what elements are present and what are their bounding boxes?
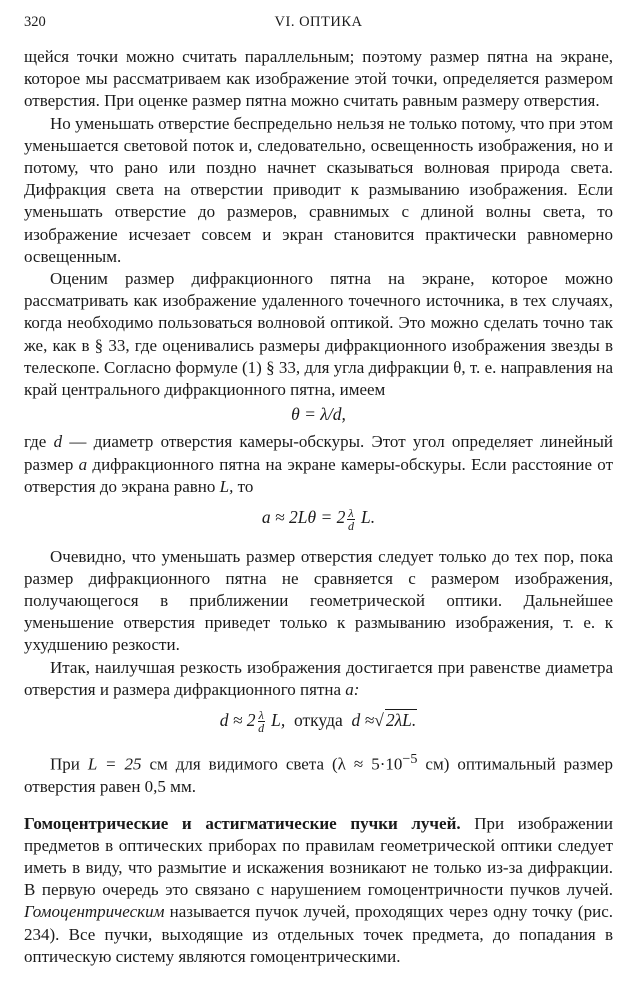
- fraction: $\frac{\lambda}{d}$: [258, 708, 265, 736]
- paragraph-5: Очевидно, что уменьшать размер отверстия следует только до тех пор, пока размер дифракционного пятна не сравняется с размером изображения, получающегося в приближении геометрической оптики. Дальнейшее уменьшение отверстия приведет только к размыванию изображения, т. е. к ухудшению резкости.: [24, 546, 613, 655]
- formula-theta: θ = λ/d,: [291, 404, 346, 425]
- paragraph-6: Итак, наилучшая резкость изображения достигается при равенстве диаметра отверстия и размера дифракционного пятна a:: [24, 657, 613, 699]
- fraction: $\frac{\lambda}{d}$: [348, 505, 354, 533]
- formula-optimal-diameter: d ≈ 2 $\frac{\lambda}{d}$ L, откуда d ≈√ 2λL.: [219, 708, 417, 736]
- paragraph-1: щейся точки можно считать параллельным; поэтому размер пятна на экране, которое мы рассматриваем как изображение этой точки, определяется размером отверстия. При оценке размер пятна можно считать равным размеру отверстия.: [24, 47, 613, 111]
- paragraph-7: При L = 25 см для видимого света ($\lambda \approx 5\cdot 10^{-5}$ см) оптимальный размер отверстия равен 0,5 мм.: [24, 751, 613, 797]
- paragraph-4: где d — диаметр отверстия камеры-обскуры. Этот угол определяет линейный размер a дифракционного пятна на экране камеры-обскуры. Если расстояние от отверстия до экрана равно L, то: [24, 432, 614, 496]
- paragraph-2: Но уменьшать отверстие беспредельно нельзя не только потому, что при этом уменьшается световой поток и, следовательно, освещенность изображения, но и потому, что рано или поздно начнет сказываться волновая природа света. Дифракция света на отверстии приводит к размыванию изображения. Если уменьшать отверстие до размеров, сравнимых с длиной волны света, то изображение исчезает совсем и экран становится практически равномерно освещенным.: [24, 113, 613, 266]
- paragraph-8: Гомоцентрические и астигматические пучки лучей. При изображении предметов в оптических приборах по правилам геометрической оптики следует иметь в виду, что размытие и искажения возникают не только из-за дифракции. В первую очередь это связано с нарушением гомоцентричности пучков лучей. Гомоцентрическим называется пучок лучей, проходящих через одну точку (рис. 234). Все пучки, выходящие из отдельных точек предмета, до попадания в оптическую систему являются гомоцентрическими.: [24, 813, 613, 966]
- running-title: VI. ОПТИКА: [274, 14, 363, 30]
- page-header: [24, 14, 613, 36]
- page-body: [24, 46, 613, 968]
- page-number: 320: [24, 14, 46, 30]
- formula-spot-size: a ≈ 2Lθ = 2 $\frac{\lambda}{d}$ L.: [261, 505, 376, 533]
- paragraph-3: Оценим размер дифракционного пятна на экране, которое можно рассматривать как изображение удаленного точечного источника, в тех случаях, когда необходимо пользоваться волновой оптикой. Это можно сделать точно так же, как в § 33, где оценивались размеры дифракционного изображения звезды в телескопе. Согласно формуле (1) § 33, для угла дифракции θ, т. е. направления на край центрального дифракционного пятна, имеем: [24, 269, 613, 400]
- section-title: Гомоцентрические и астигматические пучки лучей.: [24, 813, 461, 833]
